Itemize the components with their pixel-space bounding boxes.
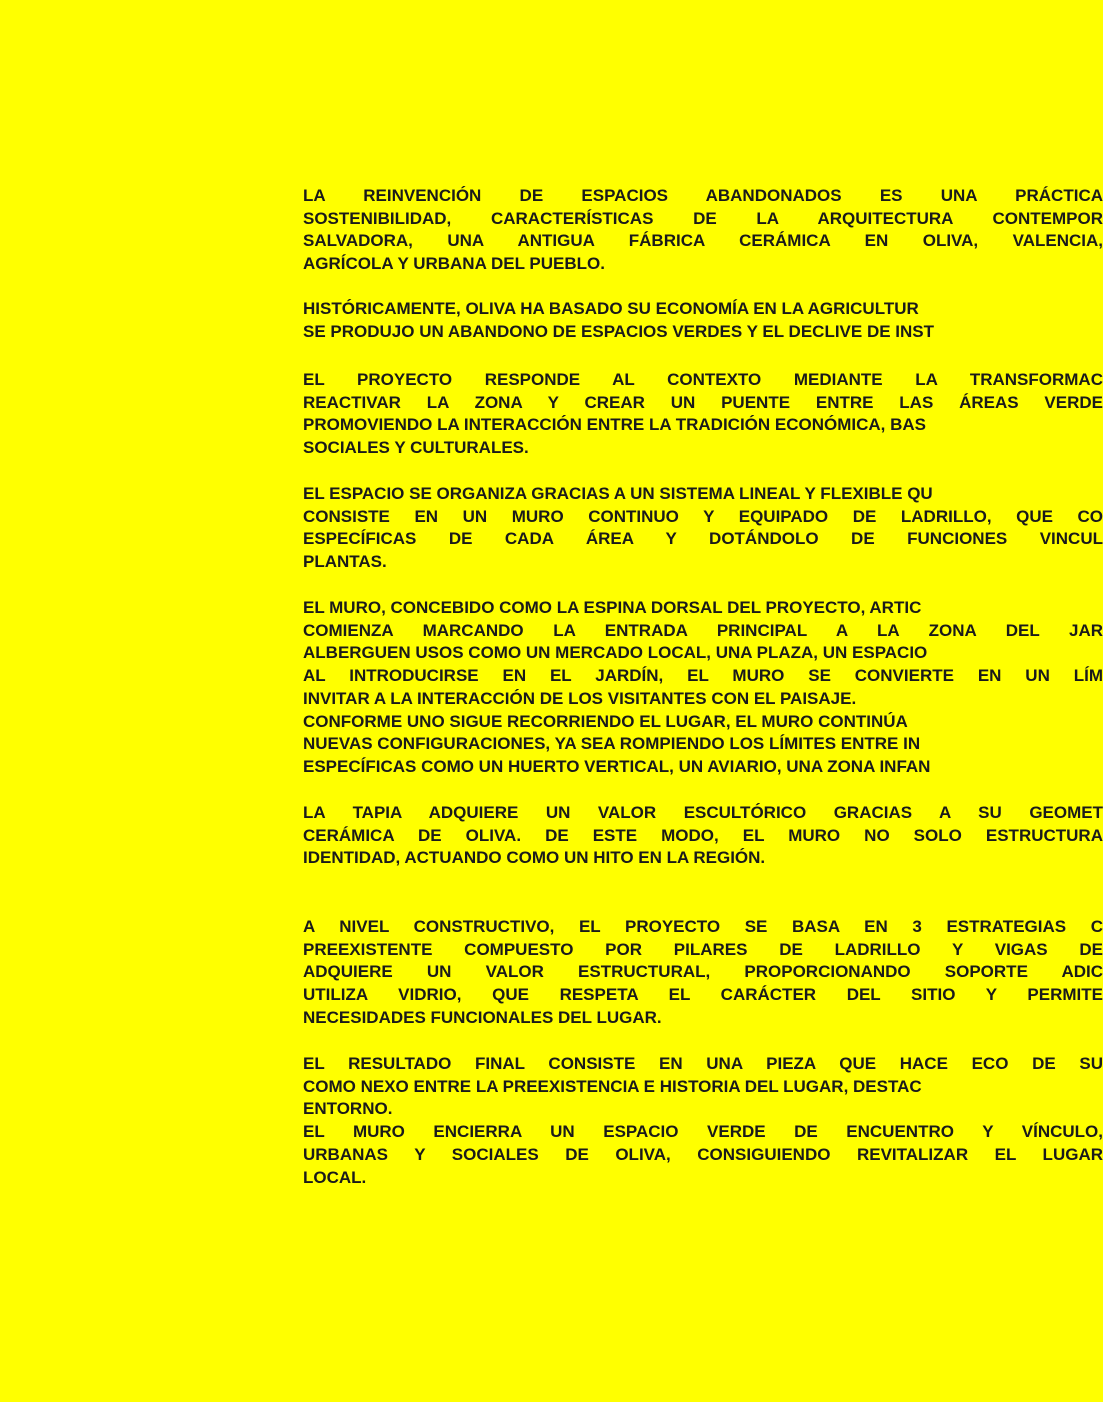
- document-body: [303, 184, 1103, 1194]
- text-line: PLANTAS.: [303, 552, 387, 572]
- text-line: INVITAR A LA INTERACCIÓN DE LOS VISITANTES CON EL PAISAJE.: [303, 688, 857, 708]
- text-line: CONFORME UNO SIGUE RECORRIENDO EL LUGAR, EL MURO CONTINÚA: [303, 711, 908, 731]
- text-line: SE PRODUJO UN ABANDONO DE ESPACIOS VERDES Y EL DECLIVE DE INST: [303, 321, 935, 341]
- text-line: NECESIDADES FUNCIONALES DEL LUGAR.: [303, 1007, 662, 1027]
- text-line: EL MURO, CONCEBIDO COMO LA ESPINA DORSAL DEL PROYECTO, ARTIC: [303, 598, 922, 617]
- text-line: ALBERGUEN USOS COMO UN MERCADO LOCAL, UNA PLAZA, UN ESPACIO: [303, 643, 928, 663]
- text-line: CONSISTE EN UN MURO CONTINUO Y EQUIPADO DE LADRILLO, QUE CO: [303, 506, 1103, 526]
- text-line: EL ESPACIO SE ORGANIZA GRACIAS A UN SISTEMA LINEAL Y FLEXIBLE QU: [303, 484, 933, 503]
- text-line: AL INTRODUCIRSE EN EL JARDÍN, EL MURO SE CONVIERTE EN UN LÍM: [303, 666, 1103, 686]
- text-line: ESPECÍFICAS DE CADA ÁREA Y DOTÁNDOLO DE FUNCIONES VINCUL: [303, 529, 1103, 549]
- text-line: SOCIALES Y CULTURALES.: [303, 438, 529, 458]
- text-line: LA REINVENCIÓN DE ESPACIOS ABANDONADOS ES UNA PRÁCTICA: [303, 186, 1103, 205]
- text-line: PROMOVIENDO LA INTERACCIÓN ENTRE LA TRADICIÓN ECONÓMICA, BAS: [303, 415, 927, 435]
- text-line: EL RESULTADO FINAL CONSISTE EN UNA PIEZA QUE HACE ECO DE SU: [303, 1054, 1103, 1073]
- text-line: COMO NEXO ENTRE LA PREEXISTENCIA E HISTORIA DEL LUGAR, DESTAC: [303, 1076, 922, 1096]
- text-line: ENTORNO.: [303, 1099, 393, 1119]
- text-line: ESPECÍFICAS COMO UN HUERTO VERTICAL, UN AVIARIO, UNA ZONA INFAN: [303, 756, 931, 776]
- text-line: PREEXISTENTE COMPUESTO POR PILARES DE LADRILLO Y VIGAS DE: [303, 939, 1103, 959]
- text-line: HISTÓRICAMENTE, OLIVA HA BASADO SU ECONOMÍA EN LA AGRICULTUR: [303, 299, 919, 318]
- text-line: CERÁMICA DE OLIVA. DE ESTE MODO, EL MURO NO SOLO ESTRUCTURA: [303, 825, 1103, 845]
- text-line: AGRÍCOLA Y URBANA DEL PUEBLO.: [303, 254, 605, 274]
- text-line: EL MURO ENCIERRA UN ESPACIO VERDE DE ENCUENTRO Y VÍNCULO,: [303, 1122, 1103, 1142]
- text-line: A NIVEL CONSTRUCTIVO, EL PROYECTO SE BASA EN 3 ESTRATEGIAS C: [303, 917, 1103, 936]
- text-line: REACTIVAR LA ZONA Y CREAR UN PUENTE ENTRE LAS ÁREAS VERDE: [303, 392, 1103, 412]
- text-line: NUEVAS CONFIGURACIONES, YA SEA ROMPIENDO LOS LÍMITES ENTRE IN: [303, 734, 921, 754]
- text-line: UTILIZA VIDRIO, QUE RESPETA EL CARÁCTER DEL SITIO Y PERMITE: [303, 985, 1103, 1005]
- text-line: URBANAS Y SOCIALES DE OLIVA, CONSIGUIENDO REVITALIZAR EL LUGAR: [303, 1144, 1103, 1164]
- text-line: EL PROYECTO RESPONDE AL CONTEXTO MEDIANTE LA TRANSFORMAC: [303, 370, 1103, 389]
- text-line: SOSTENIBILIDAD, CARACTERÍSTICAS DE LA ARQUITECTURA CONTEMPOR: [303, 208, 1103, 228]
- text-line: ADQUIERE UN VALOR ESTRUCTURAL, PROPORCIONANDO SOPORTE ADIC: [303, 962, 1103, 982]
- text-line: LA TAPIA ADQUIERE UN VALOR ESCULTÓRICO GRACIAS A SU GEOMET: [303, 803, 1103, 822]
- text-line: COMIENZA MARCANDO LA ENTRADA PRINCIPAL A LA ZONA DEL JAR: [303, 620, 1103, 640]
- text-line: IDENTIDAD, ACTUANDO COMO UN HITO EN LA REGIÓN.: [303, 848, 766, 868]
- text-line: SALVADORA, UNA ANTIGUA FÁBRICA CERÁMICA EN OLIVA, VALENCIA,: [303, 231, 1103, 251]
- text-line: LOCAL.: [303, 1167, 367, 1187]
